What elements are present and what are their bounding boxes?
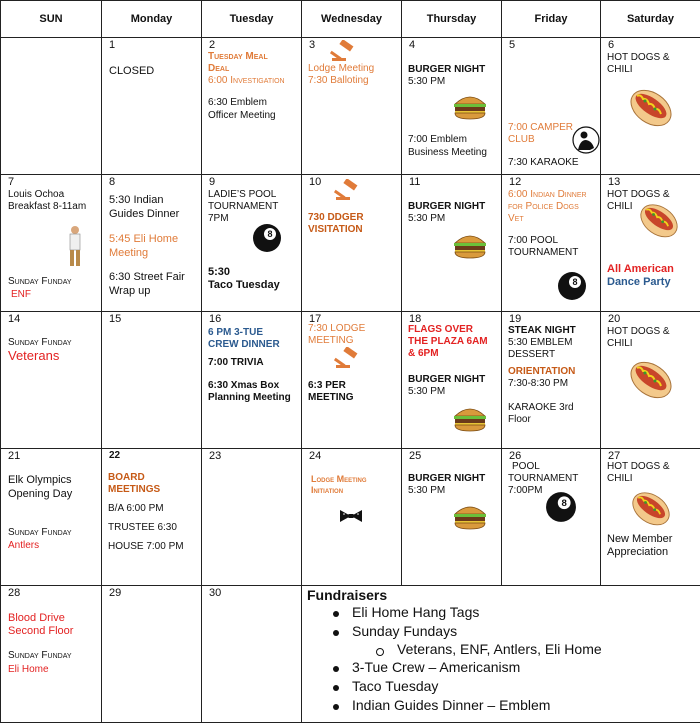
event-text: 7:00 POOL [508,235,559,247]
fundraiser-subitem: Veterans, ENF, Antlers, Eli Home [397,641,602,657]
event-text: TOURNAMENT [508,247,579,259]
day-cell-13 [601,175,700,312]
day-cell-7 [1,175,102,312]
event-text: 7:00PM [508,485,543,497]
event-text: Dance Party [607,276,671,289]
hamburger-icon [452,404,488,434]
day-number: 4 [409,39,416,52]
event-text: Initiation [311,485,344,496]
fundraiser-item: Eli Home Hang Tags [352,604,480,620]
bullet-icon [333,685,339,691]
event-text: BURGER NIGHT [408,201,486,213]
event-text: 7:30 LODGE [308,323,366,335]
week-row-2 [1,175,700,312]
eight-ball-icon [545,491,577,523]
event-text: 6:00 Indian Dinner [508,189,587,201]
fundraiser-item: Indian Guides Dinner – Emblem [352,697,551,713]
event-text: 5:30 PM [408,76,446,88]
header-monday: Monday [102,1,202,38]
day-number: 9 [209,176,216,189]
event-text: TRUSTEE 6:30 [108,522,177,534]
event-text: 5:30 PM [408,213,446,225]
hamburger-icon [452,231,488,261]
day-number: 1 [109,39,116,52]
day-number: 13 [608,176,621,189]
event-text: POOL [512,461,540,473]
day-number: 28 [8,587,21,599]
day-cell-6 [601,38,700,175]
event-text: BOARD [108,472,145,484]
day-number: 27 [608,450,621,463]
event-text: CHILI [607,201,633,213]
header-tuesday: Tuesday [202,1,302,38]
event-text: 6:30 Xmas Box [208,380,280,392]
header-saturday: Saturday [601,1,700,38]
day-number: 12 [509,176,522,189]
hotdog-icon [637,199,681,239]
event-text: 6 PM 3-TUE [208,327,264,339]
event-text: Lodge Meeting [311,474,367,485]
event-text: Planning Meeting [208,392,291,404]
event-text: TOURNAMENT [208,201,279,213]
bullet-icon [333,704,339,710]
event-text: Sunday Funday [8,337,72,349]
event-text: DESSERT [508,349,556,361]
bullet-icon [333,666,339,672]
event-text: 5:30 [208,266,231,279]
event-text: 7:30 Balloting [308,75,369,87]
day-number: 3 [309,39,316,52]
person-icon [572,126,600,154]
event-text: 6:00 Investigation [208,75,285,87]
event-text: Floor [508,414,531,426]
event-text: 6:3 PER [308,380,346,392]
day-number: 17 [309,313,322,326]
event-text: 5:30 Indian [109,194,164,207]
event-text: 5:30 EMBLEM [508,337,573,349]
eight-ball-icon [557,271,587,301]
fundraisers-title: Fundraisers [307,587,388,603]
day-cell-15 [102,312,202,449]
day-cell-18 [402,312,502,449]
fundraiser-item: 3-Tue Crew – Americanism [352,659,521,675]
day-cell-20 [601,312,700,449]
event-text: Sunday Funday [8,650,72,661]
event-text: 7PM [208,213,229,225]
event-text: HOT DOGS & [607,52,670,64]
event-text: BURGER NIGHT [408,64,486,76]
event-text: Meeting [109,247,149,260]
event-text: 6:30 Emblem [208,97,267,109]
hamburger-icon [452,502,488,532]
event-text: Sunday Funday [8,276,72,288]
event-text: New Member [607,533,673,546]
event-text: 7:30-8:30 PM [508,378,569,390]
event-text: Blood Drive [8,612,65,624]
event-text: 6:30 Street Fair [109,271,185,284]
event-text: Opening Day [8,488,73,501]
event-text: BURGER NIGHT [408,473,486,485]
day-cell-3 [302,38,402,175]
event-text: BURGER NIGHT [408,374,486,386]
day-cell-empty [1,38,102,175]
day-cell-26 [502,449,601,586]
event-text: Second Floor [8,625,74,637]
event-text: Guides Dinner [109,208,180,221]
day-cell-17 [302,312,402,449]
day-number: 18 [409,313,422,326]
week-row-4 [1,449,700,586]
day-cell-24 [302,449,402,586]
event-text: 5:30 PM [408,485,446,497]
day-number: 26 [509,450,522,463]
day-cell-23 [202,449,302,586]
event-text: Breakfast 8-11am [8,201,87,213]
event-text: Veterans [8,348,60,364]
event-text: 5:30 PM [408,386,446,398]
week-row-1 [1,38,700,175]
day-cell-9 [202,175,302,312]
gavel-icon [330,40,358,62]
header-thursday: Thursday [402,1,502,38]
event-text: 7:30 KARAOKE [508,157,579,169]
day-number: 20 [608,313,621,326]
day-cell-12 [502,175,601,312]
event-text: Tuesday Meal [208,51,268,63]
day-number: 15 [109,313,122,326]
event-text: 5:45 Eli Home [109,233,179,246]
event-text: CHILI [607,64,633,76]
day-cell-1 [102,38,202,175]
event-text: & 6PM [408,348,439,360]
event-text: VISITATION [308,224,363,236]
eight-ball-icon [252,223,282,253]
event-text: HOUSE 7:00 PM [108,541,184,553]
event-text: Officer Meeting [208,110,276,122]
hamburger-icon [452,92,488,122]
event-text: ENF [11,289,31,301]
day-number: 24 [309,450,322,463]
event-text: THE PLAZA 6AM [408,336,488,348]
event-text: HOT DOGS & [607,326,670,338]
event-text: Elk Olympics [8,474,72,487]
event-text: Eli Home [8,664,49,675]
day-cell-28 [1,586,102,723]
event-text: Vet [508,213,524,225]
event-text: MEETING [308,335,354,347]
event-text: Taco Tuesday [208,279,280,292]
day-cell-30 [202,586,302,723]
day-number: 22 [109,450,121,462]
event-text: MEETINGS [108,484,161,496]
day-number: 10 [309,176,322,189]
event-text: Wrap up [109,285,151,298]
event-text: KARAOKE 3rd [508,402,574,414]
day-number: 8 [109,176,116,189]
day-cell-16 [202,312,302,449]
day-cell-29 [102,586,202,723]
day-cell-11 [402,175,502,312]
day-number: 21 [8,450,21,463]
event-text: All American [607,263,674,276]
svg-text:8: 8 [572,277,578,288]
day-number: 16 [209,313,222,326]
day-cell-8 [102,175,202,312]
event-text: Appreciation [607,546,669,559]
event-closed: CLOSED [109,65,155,78]
hotdog-icon [627,356,675,400]
event-text: 7:00 CAMPER [508,122,574,134]
event-text: HOT DOGS & [607,189,670,201]
day-cell-27 [601,449,700,586]
day-cell-4 [402,38,502,175]
event-text: for Police Dogs [508,201,579,213]
event-text: Antlers [8,540,40,552]
event-text: STEAK NIGHT [508,325,576,337]
event-text: Sunday Funday [8,527,72,539]
day-number: 29 [109,587,122,599]
event-text: CHILI [607,338,633,350]
event-text: TOURNAMENT [508,473,579,485]
event-text: Business Meeting [408,147,487,159]
header-wednesday: Wednesday [302,1,402,38]
event-text: Deal [208,63,230,75]
day-number: 14 [8,313,21,326]
event-text: CLUB [508,134,535,146]
hotdog-icon [627,84,675,128]
event-text: CHILI [607,473,633,485]
day-number: 7 [8,176,15,189]
fundraiser-item: Taco Tuesday [352,678,439,694]
event-text: B/A 6:00 PM [108,503,164,515]
gavel-icon [334,347,362,369]
svg-text:8: 8 [267,229,273,240]
event-text: MEETING [308,392,354,404]
standing-man-icon [67,225,83,269]
day-cell-19 [502,312,601,449]
event-text: Louis Ochoa [8,189,65,201]
day-number: 2 [209,39,216,52]
header-row [1,1,700,38]
day-cell-22 [102,449,202,586]
day-cell-2 [202,38,302,175]
week-row-3 [1,312,700,449]
event-text: FLAGS OVER [408,324,474,336]
header-friday: Friday [502,1,601,38]
event-text: CREW DINNER [208,339,280,351]
sub-bullet-icon [376,648,384,656]
fundraiser-item: Sunday Fundays [352,623,458,639]
event-text: 7:00 Emblem [408,134,467,146]
gavel-icon [334,179,362,201]
event-text: ORIENTATION [508,366,576,378]
bowtie-icon [339,509,363,523]
event-text: 7:00 TRIVIA [208,357,264,369]
event-text: Lodge Meeting [308,63,375,75]
day-number: 5 [509,39,516,52]
event-text: 730 DDGER [308,212,364,224]
day-cell-25 [402,449,502,586]
day-number: 30 [209,587,222,599]
day-number: 25 [409,450,422,463]
bullet-icon [333,611,339,617]
bullet-icon [333,630,339,636]
header-sun: SUN [1,1,102,38]
day-number: 19 [509,313,522,326]
event-text: LADIE’S POOL [208,189,277,201]
day-cell-21 [1,449,102,586]
day-number: 11 [409,176,421,189]
event-text: HOT DOGS & [607,461,670,473]
hotdog-icon [629,487,673,527]
day-cell-14 [1,312,102,449]
day-cell-5 [502,38,601,175]
day-number: 23 [209,450,222,463]
day-cell-10 [302,175,402,312]
svg-text:8: 8 [561,497,567,509]
day-number: 6 [608,39,615,52]
